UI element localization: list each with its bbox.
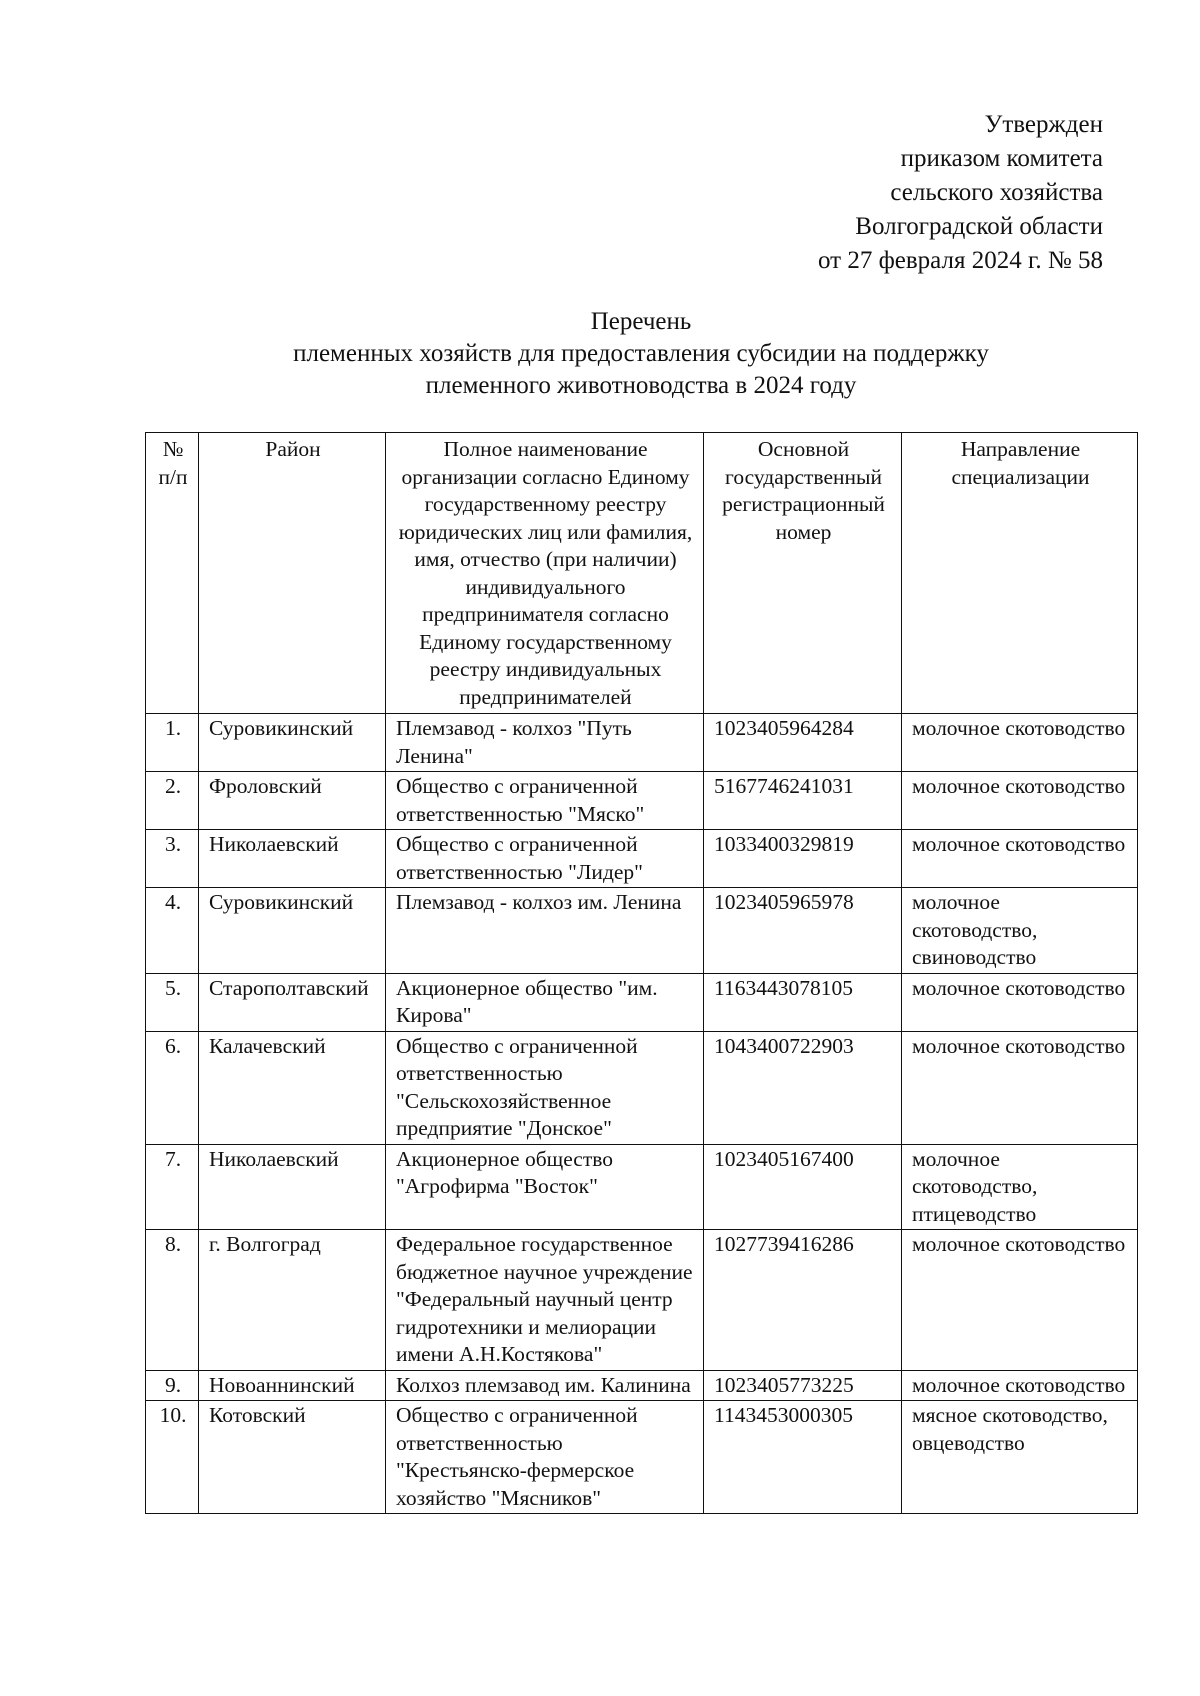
- approval-line: приказом комитета: [900, 145, 1103, 172]
- cell-ogrn: 1163443078105: [704, 973, 902, 1031]
- cell-district: г. Волгоград: [199, 1230, 386, 1371]
- cell-num: 4.: [146, 888, 199, 974]
- table-row: [146, 772, 1138, 830]
- cell-specialization: молочное скотоводство: [902, 973, 1138, 1031]
- cell-ogrn: 1033400329819: [704, 830, 902, 888]
- title-line: племенного животноводства в 2024 году: [425, 372, 857, 399]
- table-row: [146, 1031, 1138, 1144]
- table-row: [146, 1144, 1138, 1230]
- header-specialization: Направление специализации: [902, 433, 1138, 714]
- cell-organization: Федеральное государственное бюджетное научное учреждение "Федеральный научный центр гидротехники и мелиорации имени А.Н.Костякова": [386, 1230, 704, 1371]
- cell-district: Старополтавский: [199, 973, 386, 1031]
- cell-ogrn: 1023405167400: [704, 1144, 902, 1230]
- cell-ogrn: 1043400722903: [704, 1031, 902, 1144]
- cell-ogrn: 1023405965978: [704, 888, 902, 974]
- cell-organization: Колхоз племзавод им. Калинина: [386, 1370, 704, 1401]
- cell-specialization: мясное скотоводство, овцеводство: [902, 1401, 1138, 1514]
- cell-district: Фроловский: [199, 772, 386, 830]
- cell-organization: Общество с ограниченной ответственностью "Лидер": [386, 830, 704, 888]
- cell-specialization: молочное скотоводство: [902, 714, 1138, 772]
- breeding-farms-table: [145, 432, 1138, 1514]
- cell-specialization: молочное скотоводство, птицеводство: [902, 1144, 1138, 1230]
- cell-ogrn: 5167746241031: [704, 772, 902, 830]
- table-row: [146, 1370, 1138, 1401]
- cell-ogrn: 1023405773225: [704, 1370, 902, 1401]
- cell-district: Николаевский: [199, 830, 386, 888]
- header-num: № п/п: [146, 433, 199, 714]
- cell-num: 2.: [146, 772, 199, 830]
- cell-organization: Общество с ограниченной ответственностью "Сельскохозяйственное предприятие "Донское": [386, 1031, 704, 1144]
- cell-num: 5.: [146, 973, 199, 1031]
- approval-line: сельского хозяйства: [890, 179, 1103, 206]
- table-row: [146, 1401, 1138, 1514]
- cell-num: 7.: [146, 1144, 199, 1230]
- cell-organization: Акционерное общество "им. Кирова": [386, 973, 704, 1031]
- header-ogrn: Основной государственный регистрационный номер: [704, 433, 902, 714]
- approval-stamp: [818, 108, 1103, 278]
- approval-line: Волгоградской области: [855, 213, 1103, 240]
- cell-district: Суровикинский: [199, 888, 386, 974]
- title-line: Перечень: [590, 308, 692, 335]
- cell-num: 9.: [146, 1370, 199, 1401]
- table-row: [146, 973, 1138, 1031]
- cell-district: Николаевский: [199, 1144, 386, 1230]
- title-line: племенных хозяйств для предоставления субсидии на поддержку: [293, 340, 989, 367]
- cell-ogrn: 1143453000305: [704, 1401, 902, 1514]
- header-district: Район: [199, 433, 386, 714]
- cell-specialization: молочное скотоводство: [902, 1031, 1138, 1144]
- cell-num: 6.: [146, 1031, 199, 1144]
- table-row: [146, 714, 1138, 772]
- cell-specialization: молочное скотоводство: [902, 830, 1138, 888]
- cell-num: 1.: [146, 714, 199, 772]
- approval-line: Утвержден: [984, 111, 1103, 138]
- cell-district: Суровикинский: [199, 714, 386, 772]
- cell-specialization: молочное скотоводство: [902, 772, 1138, 830]
- cell-organization: Общество с ограниченной ответственностью "Крестьянско-фермерское хозяйство "Мясников": [386, 1401, 704, 1514]
- cell-num: 10.: [146, 1401, 199, 1514]
- cell-organization: Общество с ограниченной ответственностью "Мяско": [386, 772, 704, 830]
- cell-organization: Племзавод - колхоз им. Ленина: [386, 888, 704, 974]
- cell-specialization: молочное скотоводство: [902, 1370, 1138, 1401]
- cell-ogrn: 1023405964284: [704, 714, 902, 772]
- cell-ogrn: 1027739416286: [704, 1230, 902, 1371]
- cell-organization: Племзавод - колхоз "Путь Ленина": [386, 714, 704, 772]
- cell-district: Котовский: [199, 1401, 386, 1514]
- cell-district: Калачевский: [199, 1031, 386, 1144]
- cell-district: Новоаннинский: [199, 1370, 386, 1401]
- table-row: [146, 888, 1138, 974]
- document-title: [150, 306, 1132, 402]
- table-header-row: [146, 433, 1138, 714]
- cell-num: 8.: [146, 1230, 199, 1371]
- cell-specialization: молочное скотоводство: [902, 1230, 1138, 1371]
- approval-line: от 27 февраля 2024 г. № 58: [817, 247, 1103, 274]
- table-row: [146, 1230, 1138, 1371]
- cell-num: 3.: [146, 830, 199, 888]
- cell-specialization: молочное скотоводство, свиноводство: [902, 888, 1138, 974]
- header-organization: Полное наименование организации согласно Единому государственному реестру юридических лиц или фамилия, имя, отчество (при наличии) индивидуального предпринимателя согласно Единому государственному реестру индивидуальных предпринимателей: [386, 433, 704, 714]
- cell-organization: Акционерное общество "Агрофирма "Восток": [386, 1144, 704, 1230]
- table-row: [146, 830, 1138, 888]
